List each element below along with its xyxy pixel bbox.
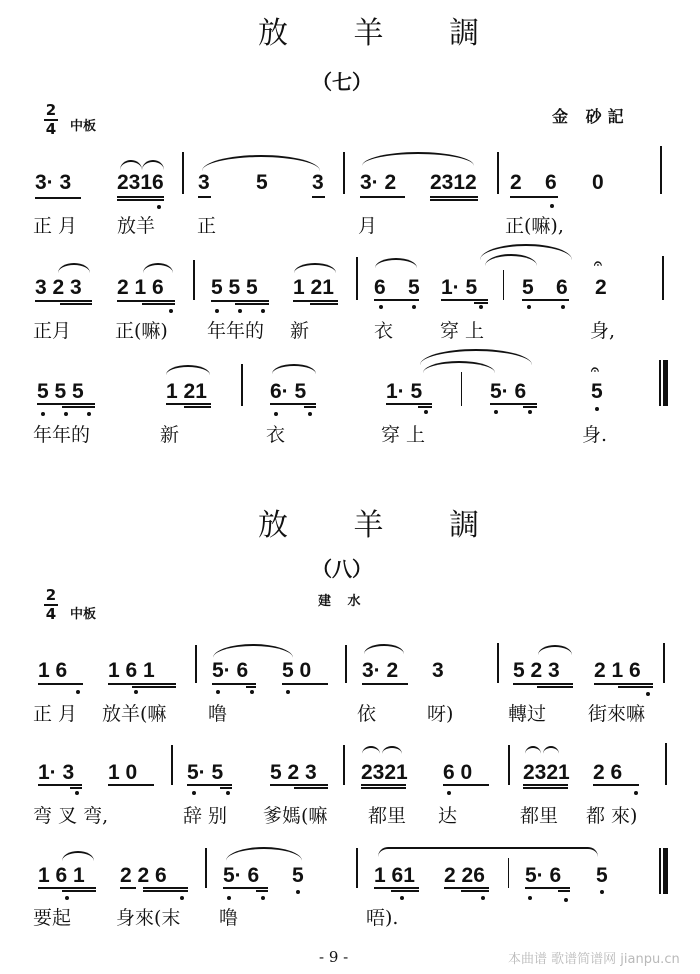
lyric: 放羊(嘛 [102,703,167,725]
song7-time-signature: 2 4 [45,101,57,138]
lyric: 身, [590,320,616,342]
lyric: 弯 叉 弯, [33,805,109,827]
note-group: 5· 6 [223,864,260,887]
note: 5 [408,276,420,299]
lyric: 正 [197,215,217,237]
lyric: 街來嘛 [588,703,646,725]
note-group: 2 1 6 [594,659,641,682]
lyric: 都里 [368,805,407,827]
lyric: 唔). [366,907,399,929]
lyric: 正(嘛), [505,215,564,237]
note: 5 [256,171,268,194]
note-group: 1 61 [374,864,415,887]
song7-number: （七） [312,70,372,94]
lyric: 噜 [219,907,239,929]
song8-title: 放 羊 調 [258,508,508,543]
note-group: 1 6 [38,659,68,682]
note: 5 [596,864,608,887]
note-group: 1 21 [166,380,207,403]
lyric: 穿 上 [381,424,426,446]
song7-tempo: 中板 [70,119,97,134]
note-group: 5 5 5 [37,380,84,403]
note-group: 3· 3 [35,171,72,194]
note-group: 2321 [361,761,408,784]
lyric: 放羊 [117,215,156,237]
lyric: 正月 [33,320,72,342]
page-number: - 9 - [319,948,349,966]
lyric: 依 [357,703,377,725]
lyric: 正 月 [33,215,78,237]
note-group: 6 0 [443,761,473,784]
note-group: 1· 3 [38,761,75,784]
note-group: 3· 2 [360,171,397,194]
note: 6 [556,276,568,299]
song8-number: （八） [312,557,372,581]
note-group: 2 26 [444,864,485,887]
note: 6 [374,276,386,299]
lyric: 身. [582,424,608,446]
note-group: 5· 6 [525,864,562,887]
note: 6 [545,171,557,194]
note-group: 6· 5 [270,380,307,403]
note-group: 5 0 [282,659,312,682]
lyric: 呀) [427,703,454,725]
note: 2 [510,171,522,194]
song8-recorder: 建 水 [318,594,367,609]
fermata-icon: 𝄐 [594,256,602,272]
lyric: 正 月 [33,703,78,725]
note-group: 5 2 3 [513,659,560,682]
note-group: 1 6 1 [108,659,155,682]
lyric: 月 [358,215,378,237]
note: 5 [591,380,603,403]
note-group: 5· 5 [187,761,224,784]
note-group: 2321 [523,761,570,784]
lyric: 新 [160,424,180,446]
note-group: 2 6 [593,761,623,784]
note-group: 1 0 [108,761,138,784]
fermata-icon: 𝄐 [591,362,599,378]
note: 3 [198,171,210,194]
lyric: 年年的 [207,320,265,342]
note-group: 1 6 1 [38,864,85,887]
lyric: 噜 [208,703,228,725]
note: 5 [522,276,534,299]
lyric: 要起 [33,907,72,929]
song7-recorder: 金 砂記 [552,107,630,126]
lyric: 穿 上 [440,320,485,342]
note: 0 [592,171,604,194]
song8-tempo: 中板 [70,607,97,622]
note-group: 5 2 3 [270,761,317,784]
note-group: 5· 6 [490,380,527,403]
lyric: 年年的 [33,424,91,446]
note-group: 1· 5 [386,380,423,403]
note: 3 [312,171,324,194]
note: 3 [432,659,444,682]
note-group: 3 2 3 [35,276,82,299]
lyric: 正(嘛) [115,320,168,342]
lyric: 爹媽(嘛 [263,805,328,827]
note: 5 [292,864,304,887]
lyric: 轉过 [508,703,547,725]
note-group: 2312 [430,171,477,194]
watermark: 本曲谱 歌谱简谱网 jianpu.cn [508,952,680,967]
note-group: 1· 5 [441,276,478,299]
lyric: 辞 别 [183,805,228,827]
lyric: 衣 [266,424,286,446]
song7-title: 放 羊 調 [258,16,508,51]
note-group: 3· 2 [362,659,399,682]
song8-time-signature: 2 4 [45,586,57,623]
lyric: 达 [438,805,458,827]
note-group: 5 5 5 [211,276,258,299]
lyric: 衣 [374,320,394,342]
note: 2 [595,276,607,299]
lyric: 新 [290,320,310,342]
note-group: 5· 6 [212,659,249,682]
note-group: 2 1 6 [117,276,164,299]
note-group: 1 21 [293,276,334,299]
lyric: 都 來) [586,805,638,827]
note-group: 2316 [117,171,164,194]
note-group: 2 2 6 [120,864,167,887]
lyric: 身來(末 [116,907,181,929]
lyric: 都里 [520,805,559,827]
